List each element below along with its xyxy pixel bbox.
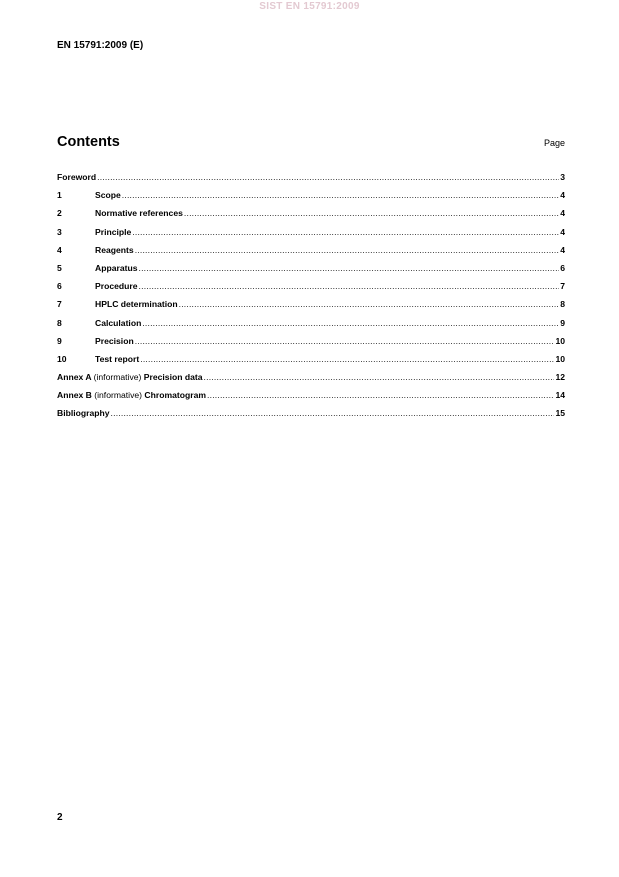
watermark-text: SIST EN 15791:2009	[259, 1, 360, 12]
toc-entry-label: Chromatogram	[144, 390, 207, 401]
toc-entry-prefix: Annex A	[57, 372, 92, 383]
toc-entry-number: 1	[57, 190, 62, 201]
toc-entry-prefix: Annex B	[57, 390, 92, 401]
toc-entry-title	[95, 354, 139, 364]
toc-entry-number: 2	[57, 208, 62, 219]
toc-dot-leader	[139, 263, 560, 273]
toc-entry-title	[57, 390, 206, 400]
toc-entry-number: 9	[57, 335, 62, 346]
toc-entry-label: Precision	[95, 335, 134, 346]
toc-entry-label: Normative references	[95, 208, 183, 219]
toc-dot-leader	[207, 390, 554, 400]
toc-entry-page: 4	[560, 226, 565, 237]
toc-entry-page: 10	[555, 353, 565, 364]
toc-entry-title	[95, 281, 138, 291]
toc-entry-number: 6	[57, 281, 62, 292]
toc-dot-leader	[132, 227, 559, 237]
toc-entry-number: 10	[57, 353, 67, 364]
page-number: 2	[57, 812, 63, 823]
toc-dot-leader	[184, 208, 559, 218]
page-column-label: Page	[543, 138, 565, 148]
toc-entry[interactable]	[57, 354, 565, 372]
toc-entry-title	[95, 190, 121, 200]
toc-entry-label: HPLC determination	[95, 299, 178, 310]
toc-entry-title	[95, 208, 183, 218]
toc-entry[interactable]	[57, 190, 565, 208]
toc-entry-page: 6	[560, 262, 565, 273]
toc-entry[interactable]	[57, 372, 565, 390]
toc-entry-page: 4	[560, 208, 565, 219]
toc-entry-title	[95, 263, 138, 273]
toc-dot-leader	[140, 354, 554, 364]
toc-entry-page: 9	[560, 317, 565, 328]
toc-dot-leader	[179, 299, 560, 309]
toc-dot-leader	[142, 318, 559, 328]
toc-entry-label: Principle	[95, 226, 132, 237]
toc-entry-title	[95, 318, 141, 328]
toc-entry-page: 15	[555, 408, 565, 419]
toc-entry-page: 14	[555, 390, 565, 401]
toc-entry-title	[57, 372, 203, 382]
toc-entry[interactable]	[57, 263, 565, 281]
toc-entry-number: 8	[57, 317, 62, 328]
document-identifier: EN 15791:2009 (E)	[57, 40, 144, 51]
toc-entry[interactable]	[57, 299, 565, 317]
toc-entry-page: 7	[560, 281, 565, 292]
toc-entry[interactable]	[57, 336, 565, 354]
toc-entry-page: 4	[560, 190, 565, 201]
toc-entry-label: Reagents	[95, 244, 134, 255]
toc-dot-leader	[135, 245, 560, 255]
toc-dot-leader	[111, 408, 555, 418]
toc-entry-title	[57, 172, 96, 182]
toc-entry-label: Calculation	[95, 317, 142, 328]
toc-entry-title	[95, 336, 134, 346]
toc-entry-number: 3	[57, 226, 62, 237]
toc-entry-page: 12	[555, 372, 565, 383]
toc-entry-title	[57, 408, 110, 418]
toc-dot-leader	[97, 172, 559, 182]
toc-entry[interactable]	[57, 281, 565, 299]
toc-entry-label: Test report	[95, 353, 140, 364]
toc-entry-page: 8	[560, 299, 565, 310]
toc-entry-title	[95, 227, 131, 237]
toc-entry-prefix: Bibliography	[57, 408, 110, 419]
toc-dot-leader	[122, 190, 559, 200]
toc-dot-leader	[135, 336, 555, 346]
toc-entry-note: (informative)	[93, 372, 142, 383]
table-of-contents	[57, 172, 565, 427]
toc-entry-label: Precision data	[143, 372, 203, 383]
toc-entry-page: 4	[560, 244, 565, 255]
toc-entry-number: 4	[57, 244, 62, 255]
toc-entry-page: 3	[560, 172, 565, 182]
toc-entry-label: Apparatus	[95, 262, 138, 273]
toc-entry[interactable]	[57, 227, 565, 245]
toc-entry-number: 5	[57, 262, 62, 273]
toc-entry-prefix: Foreword	[57, 172, 97, 182]
toc-dot-leader	[139, 281, 560, 291]
toc-entry-number: 7	[57, 299, 62, 310]
toc-entry-title	[95, 299, 178, 309]
toc-entry[interactable]	[57, 390, 565, 408]
toc-entry-title	[95, 245, 134, 255]
toc-entry-page: 10	[555, 335, 565, 346]
toc-entry[interactable]	[57, 172, 565, 190]
contents-heading: Contents	[57, 134, 120, 150]
toc-entry[interactable]	[57, 408, 565, 426]
toc-entry-label: Procedure	[95, 281, 138, 292]
toc-entry[interactable]	[57, 318, 565, 336]
toc-entry[interactable]	[57, 245, 565, 263]
toc-entry-label: Scope	[95, 190, 121, 201]
toc-dot-leader	[204, 372, 555, 382]
toc-entry[interactable]	[57, 208, 565, 226]
toc-entry-note: (informative)	[94, 390, 143, 401]
